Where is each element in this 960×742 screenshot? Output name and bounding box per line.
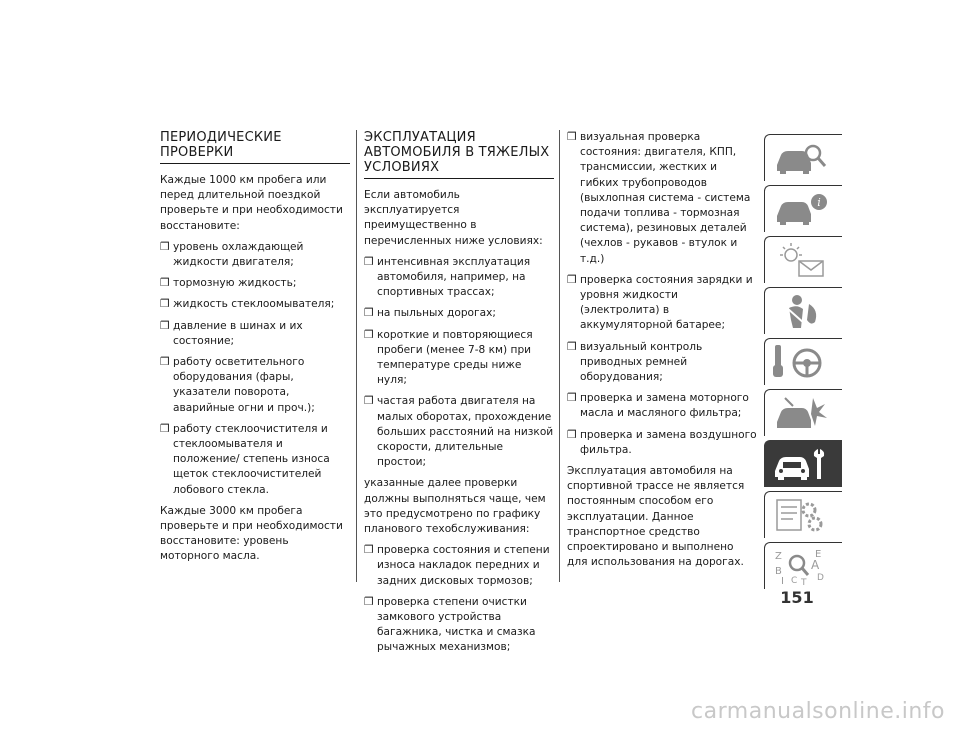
- tab-car-service[interactable]: [764, 440, 842, 487]
- svg-text:C: C: [791, 576, 798, 585]
- bullet-item: ❒ визуальная проверка состояния: двигателя, КПП, трансмиссии, жестких и гибких трубопроводов (выхлопная система - система подачи топлива - тормозная система), резиновых деталей (чехлов - рукавов - втулок и т.д.): [567, 131, 751, 265]
- bullet-item: ❒ тормозную жидкость;: [160, 277, 297, 290]
- watermark: carmanualsonline.info: [691, 699, 945, 724]
- svg-text:E: E: [815, 549, 822, 560]
- section-heading-severe-conditions: ЭКСПЛУАТАЦИЯ АВТОМОБИЛЯ В ТЯЖЕЛЫХ УСЛОВИЯХ: [364, 130, 554, 179]
- airbag-seatbelt-icon: [771, 292, 831, 330]
- svg-text:A: A: [811, 558, 820, 572]
- svg-text:Z: Z: [775, 551, 782, 562]
- page-number: 151: [780, 588, 814, 607]
- index-search-icon: [771, 547, 831, 585]
- tab-car-info[interactable]: [764, 185, 842, 232]
- tab-car-search[interactable]: [764, 134, 842, 181]
- bullet-item: ❒ частая работа двигателя на малых оборотах, прохождение больших расстояний на низкой скорости, длительные простои;: [364, 395, 554, 469]
- steering-wheel-icon: [771, 343, 831, 381]
- bullet-item: ❒ проверка степени очистки замкового устройства багажника, чистка и смазка рычажных механизмов;: [364, 595, 536, 654]
- tab-specs[interactable]: [764, 491, 842, 538]
- middle-paragraph: указанные далее проверки должны выполняться чаще, чем это предусмотрено по графику планового техобслуживания:: [364, 477, 546, 536]
- svg-text:B: B: [775, 566, 782, 577]
- bullet-item: ❒ работу стеклоочистителя и стеклоомывателя и положение/ степень износа щеток стеклоочистителей лобового стекла.: [160, 422, 330, 496]
- bullet-item: ❒ короткие и повторяющиеся пробеги (менее 7-8 км) при температуре среды ниже нуля;: [364, 328, 533, 387]
- tab-warning-lights[interactable]: [764, 236, 842, 283]
- car-info-icon: [771, 190, 831, 228]
- tab-steering-wheel[interactable]: [764, 338, 842, 385]
- tab-index[interactable]: [764, 542, 842, 589]
- column-2: [364, 130, 554, 662]
- bullet-item: ❒ на пыльных дорогах;: [364, 307, 496, 320]
- column-3: [567, 130, 757, 576]
- outro-paragraph: Эксплуатация автомобиля на спортивной трассе не является постоянным способом его эксплуатации. Данное транспортное средство спроектировано и выполнено для использования на дорогах.: [567, 465, 745, 569]
- outro-paragraph: Каждые 3000 км пробега проверьте и при необходимости восстановите: уровень моторного масла.: [160, 504, 343, 563]
- chapter-tabs: [764, 134, 842, 593]
- bullet-item: ❒ визуальный контроль приводных ремней оборудования;: [567, 340, 703, 384]
- bullet-item: ❒ проверка состояния зарядки и уровня жидкости (электролита) в аккумуляторной батарее;: [567, 273, 753, 332]
- column-divider: [559, 130, 560, 582]
- bullet-item: ❒ проверка состояния и степени износа накладок передних и задних дисковых тормозов;: [364, 544, 550, 587]
- warning-lights-icon: [771, 241, 831, 279]
- svg-text:T: T: [801, 578, 807, 585]
- svg-text:i: i: [817, 196, 821, 209]
- bullet-item: ❒ проверка и замена моторного масла и масляного фильтра;: [567, 392, 749, 420]
- bullet-item: ❒ интенсивная эксплуатация автомобиля, например, на спортивных трассах;: [364, 255, 531, 299]
- column-divider: [356, 130, 357, 582]
- car-search-icon: [771, 139, 831, 177]
- bullet-item: ❒ работу осветительного оборудования (фары, указатели поворота, аварийные огни и проч.);: [160, 356, 315, 414]
- column-1: [160, 130, 350, 571]
- bullet-item: ❒ жидкость стеклоомывателя;: [160, 298, 335, 311]
- car-crash-icon: [771, 394, 831, 432]
- intro-paragraph: Каждые 1000 км пробега или перед длительной поездкой проверьте и при необходимости восстановите:: [160, 174, 343, 232]
- bullet-item: ❒ проверка и замена воздушного фильтра.: [567, 428, 757, 456]
- tab-car-crash[interactable]: [764, 389, 842, 436]
- svg-text:D: D: [817, 573, 824, 583]
- section-heading-periodic-checks: ПЕРИОДИЧЕСКИЕ ПРОВЕРКИ: [160, 130, 350, 164]
- intro-paragraph: Если автомобиль эксплуатируется преимущественно в перечисленных ниже условиях:: [364, 189, 543, 247]
- svg-text:I: I: [781, 576, 784, 585]
- car-service-wrench-icon: [771, 445, 831, 483]
- tab-airbag-seatbelt[interactable]: [764, 287, 842, 334]
- bullet-item: ❒ уровень охлаждающей жидкости двигателя;: [160, 240, 304, 269]
- specs-gear-icon: [771, 496, 831, 534]
- bullet-item: ❒ давление в шинах и их состояние;: [160, 319, 303, 347]
